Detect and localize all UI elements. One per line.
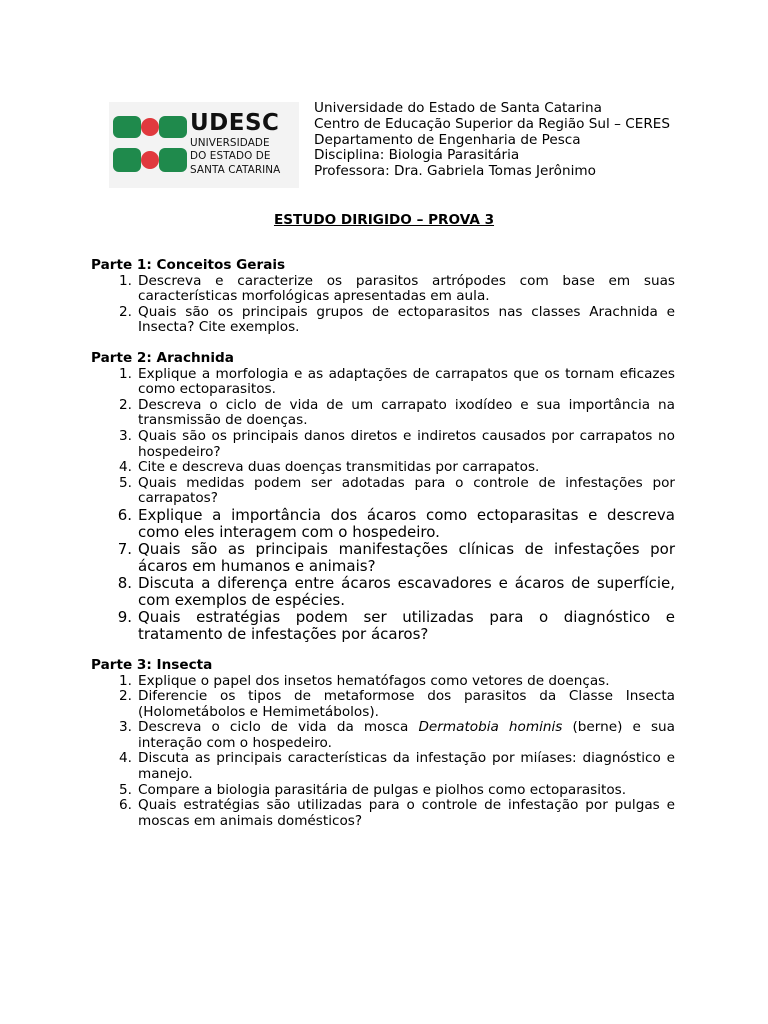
item-number: 6. xyxy=(117,505,132,524)
list-item xyxy=(91,674,675,690)
item-number: 3. xyxy=(119,427,132,444)
species-name: Dermatobia hominis xyxy=(418,719,563,736)
logo-line-2: DO ESTADO DE xyxy=(190,150,271,163)
question-text: Compare a biologia parasitária de pulgas e piolhos como ectoparasitos. xyxy=(138,781,627,798)
part-2 xyxy=(91,351,675,643)
part-3-title: Parte 3: Insecta xyxy=(91,656,213,673)
document-body xyxy=(91,258,675,844)
item-number: 1. xyxy=(119,272,132,289)
question-text xyxy=(138,720,675,751)
part-3 xyxy=(91,658,675,830)
question-text: Diferencie os tipos de metaformose dos parasitos da Classe Insecta (Holometábolos e Hemimetábolos). xyxy=(138,688,675,720)
item-number: 1. xyxy=(119,672,132,689)
list-item xyxy=(91,751,675,782)
list-item xyxy=(91,783,675,799)
item-number: 3. xyxy=(119,719,132,736)
item-number: 2. xyxy=(119,303,132,320)
question-text-end: (berne) e sua interação com o hospedeiro. xyxy=(138,719,675,751)
logo-line-3: SANTA CATARINA xyxy=(190,163,281,176)
item-number: 1. xyxy=(119,365,132,382)
item-number: 2. xyxy=(119,688,132,705)
question-text: Descreva e caracterize os parasitos artrópodes com base em suas características morfológicas apresentadas em aula. xyxy=(138,272,675,305)
logo-line-1: UNIVERSIDADE xyxy=(190,137,270,149)
professor-name: Professora: Dra. Gabriela Tomas Jerônimo xyxy=(314,163,596,180)
item-number: 7. xyxy=(117,539,132,558)
item-number: 5. xyxy=(119,474,132,491)
institution-header xyxy=(314,101,670,180)
document-title: ESTUDO DIRIGIDO – PROVA 3 xyxy=(273,212,495,228)
question-text: Discuta a diferença entre ácaros escavadores e ácaros de superfície, com exemplos de espécies. xyxy=(138,573,675,609)
question-text: Explique a importância dos ácaros como ectoparasitas e descreva como eles interagem com o hospedeiro. xyxy=(138,505,675,541)
list-item xyxy=(91,274,675,305)
discipline-name: Disciplina: Biologia Parasitária xyxy=(314,147,520,164)
list-item xyxy=(91,575,675,609)
item-number: 8. xyxy=(117,573,132,592)
list-item xyxy=(91,429,675,460)
part-1-title: Parte 1: Conceitos Gerais xyxy=(91,257,286,273)
department-name: Departamento de Engenharia de Pesca xyxy=(314,131,581,148)
item-number: 5. xyxy=(119,781,132,798)
question-text: Descreva o ciclo de vida de um carrapato ixodídeo e sua importância na transmissão de doenças. xyxy=(138,396,675,429)
list-item xyxy=(91,798,675,829)
list-item xyxy=(91,476,675,507)
question-text: Quais são os principais grupos de ectoparasitos nas classes Arachnida e Insecta? Cite exemplos. xyxy=(138,303,675,336)
question-text: Quais são as principais manifestações clínicas de infestações por ácaros em humanos e animais? xyxy=(138,539,675,575)
list-item xyxy=(91,689,675,720)
list-item xyxy=(91,460,675,476)
item-number: 4. xyxy=(119,459,132,476)
list-item xyxy=(91,507,675,541)
list-item xyxy=(91,541,675,575)
question-text: Cite e descreva duas doenças transmitidas por carrapatos. xyxy=(138,459,540,476)
question-text: Explique o papel dos insetos hematófagos como vetores de doenças. xyxy=(138,672,610,689)
question-text: Quais são os principais danos diretos e indiretos causados por carrapatos no hospedeiro? xyxy=(138,427,675,460)
item-number: 4. xyxy=(119,750,132,767)
udesc-logo xyxy=(109,102,299,188)
university-name: Universidade do Estado de Santa Catarina xyxy=(314,100,602,116)
logo-brand: UDESC xyxy=(190,110,280,136)
question-text-start: Descreva o ciclo de vida da mosca xyxy=(138,719,419,736)
list-item xyxy=(91,367,675,398)
question-text: Quais estratégias podem ser utilizadas para o diagnóstico e tratamento de infestações por ácaros? xyxy=(138,607,675,643)
question-text: Quais estratégias são utilizadas para o controle de infestação por pulgas e moscas em animais domésticos? xyxy=(138,797,675,829)
question-text: Explique a morfologia e as adaptações de carrapatos que os tornam eficazes como ectoparasitos. xyxy=(138,365,675,398)
question-text: Discuta as principais características da infestação por miíases: diagnóstico e manejo. xyxy=(138,750,675,783)
list-item xyxy=(91,398,675,429)
item-number: 9. xyxy=(117,607,132,626)
question-text: Quais medidas podem ser adotadas para o controle de infestações por carrapatos? xyxy=(138,474,675,507)
list-item xyxy=(91,609,675,643)
list-item xyxy=(91,305,675,336)
list-item xyxy=(91,720,675,751)
item-number: 2. xyxy=(119,396,132,413)
item-number: 6. xyxy=(119,797,132,814)
udesc-emblem-icon xyxy=(113,112,187,176)
part-2-title: Parte 2: Arachnida xyxy=(91,349,234,366)
part-1 xyxy=(91,258,675,336)
center-name: Centro de Educação Superior da Região Sul – CERES xyxy=(314,115,671,132)
